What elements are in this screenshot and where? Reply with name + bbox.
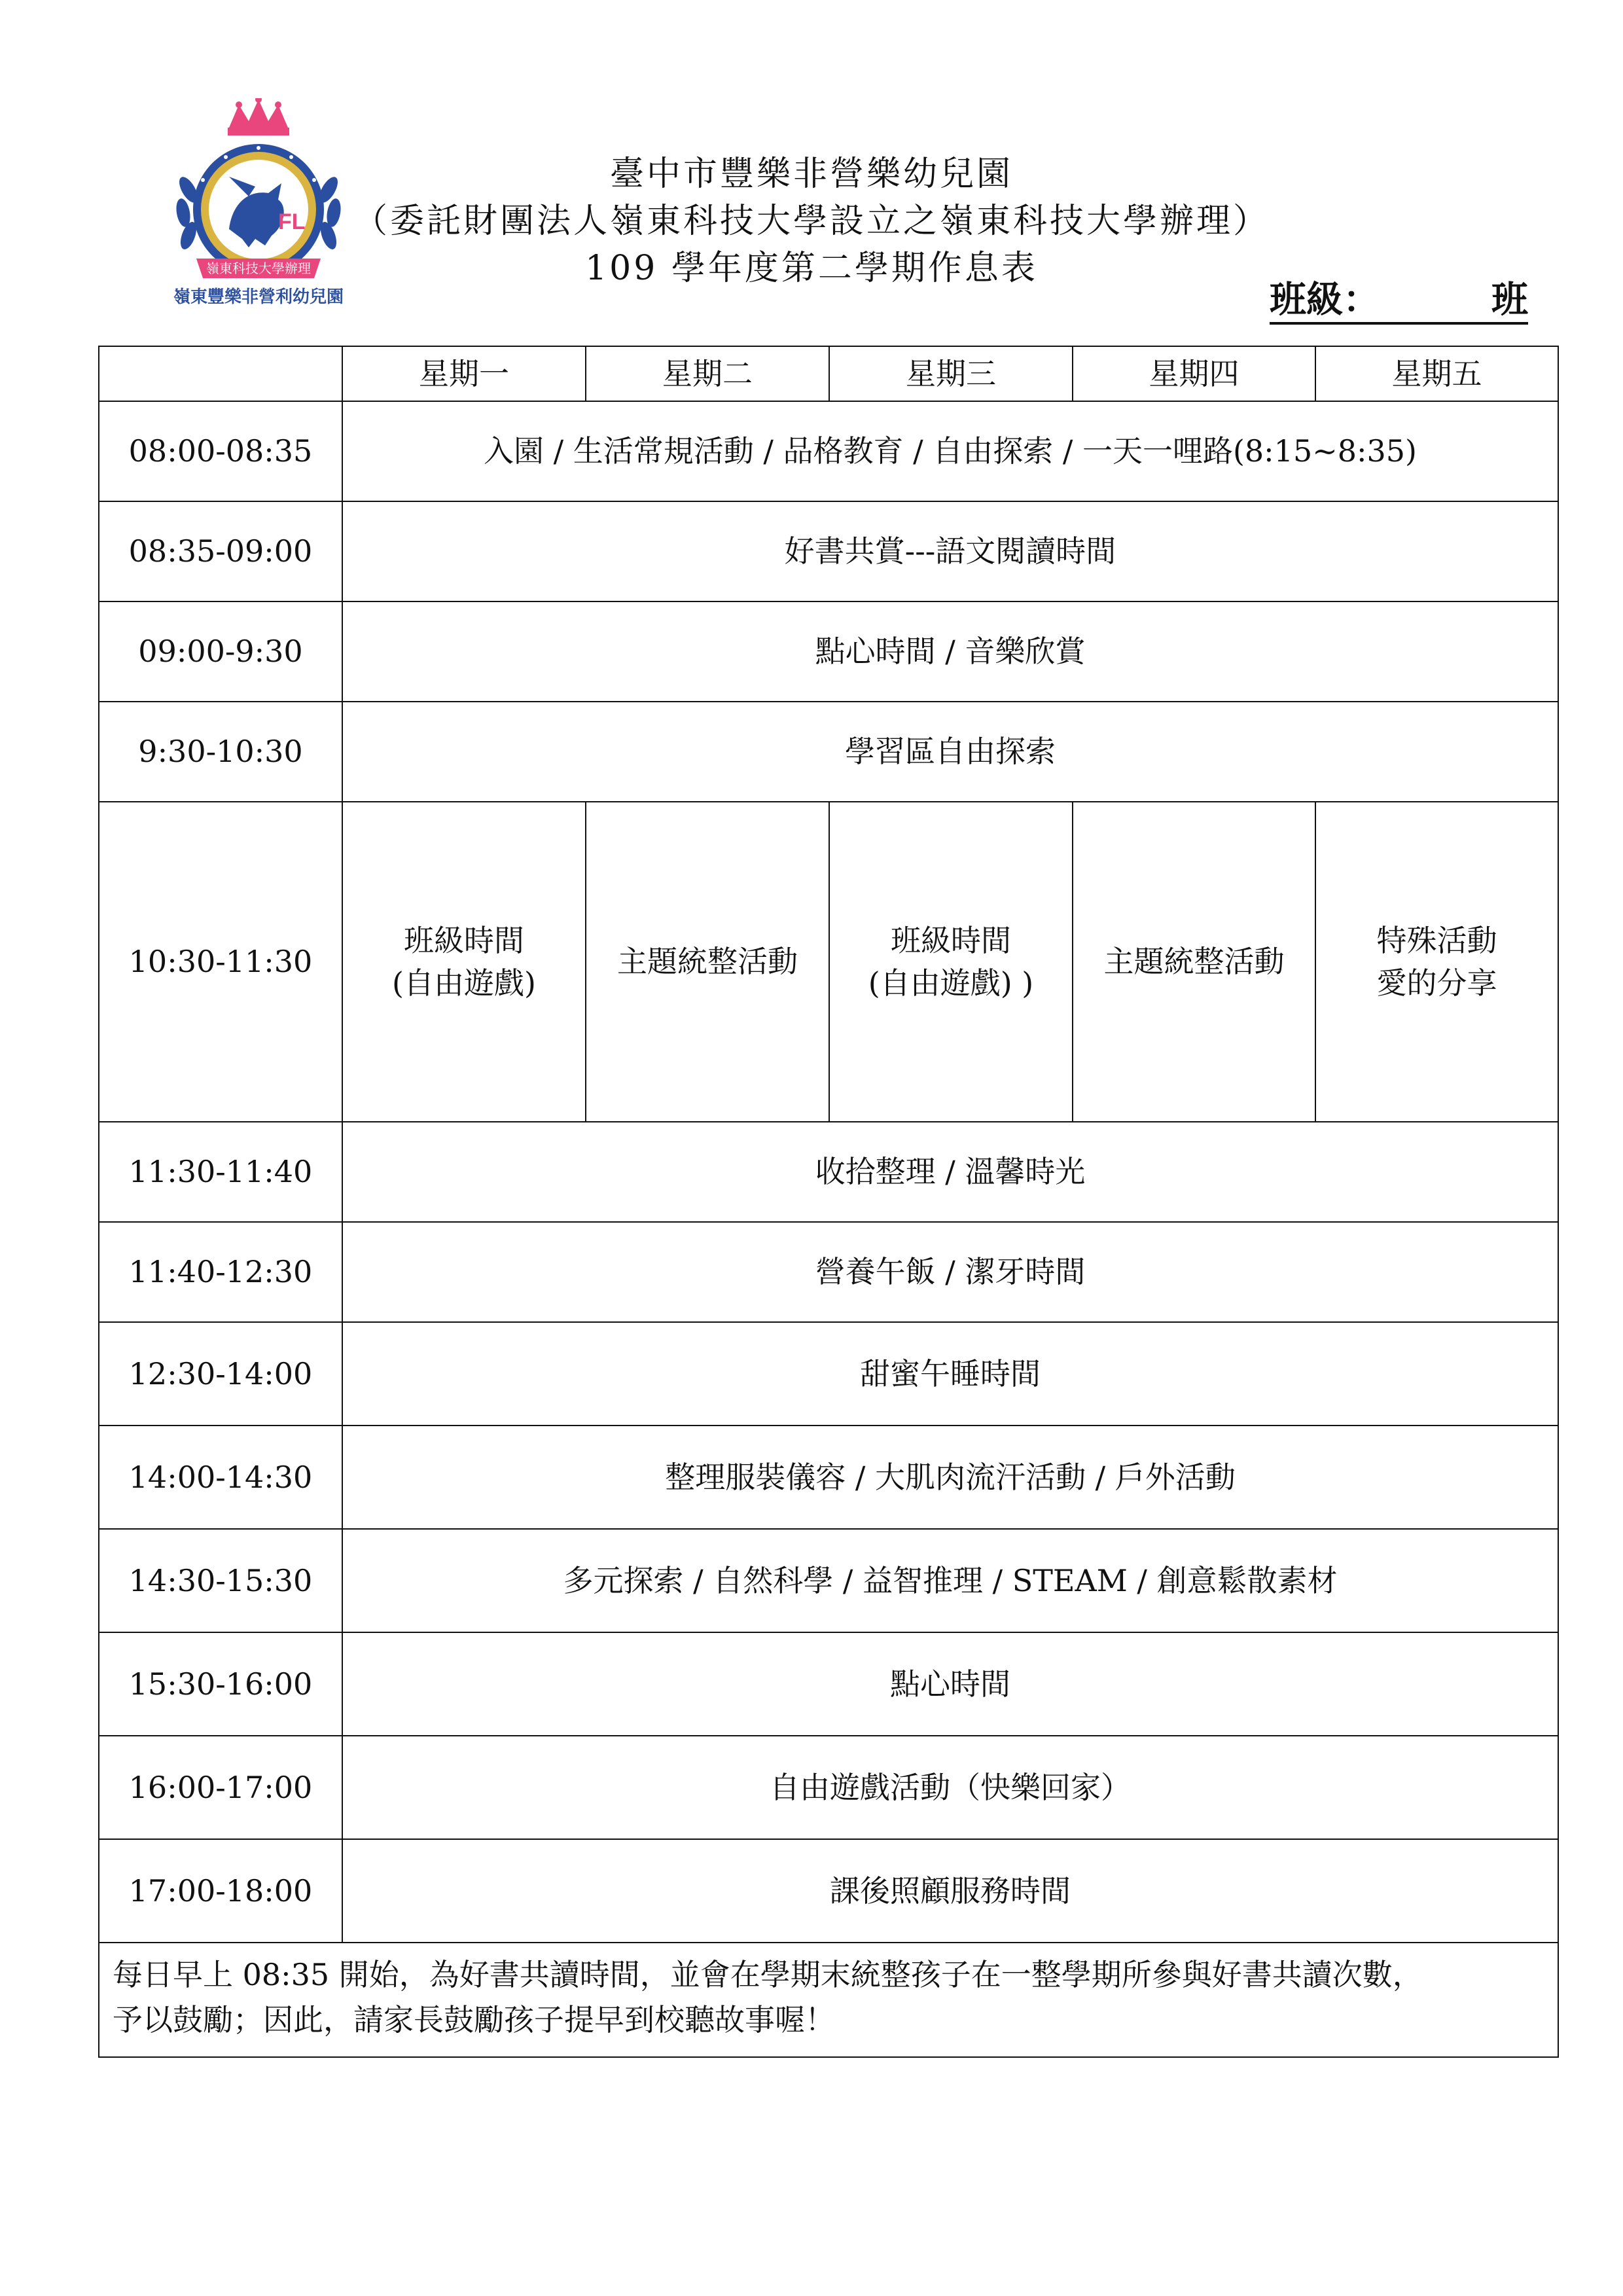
- day-header-thu: 星期四: [1073, 346, 1315, 401]
- header-row: [99, 346, 1558, 401]
- activity-cell-fri: [1315, 802, 1558, 1122]
- time-cell: 08:35-09:00: [99, 501, 342, 601]
- schedule-title: 109 學年度第二學期作息表: [585, 249, 1038, 288]
- class-field: [1270, 278, 1528, 325]
- day-header-tue: 星期二: [586, 346, 829, 401]
- table-row: [99, 1839, 1558, 1943]
- activity-cell: 營養午飯 / 潔牙時間: [342, 1222, 1558, 1322]
- table-row: [99, 601, 1558, 702]
- time-cell: 14:30-15:30: [99, 1529, 342, 1632]
- activity-cell: 多元探索 / 自然科學 / 益智推理 / STEAM / 創意鬆散素材: [342, 1529, 1558, 1632]
- school-name: 臺中市豐樂非營樂幼兒園: [609, 154, 1013, 194]
- activity-cell: 整理服裝儀容 / 大肌肉流汗活動 / 戶外活動: [342, 1426, 1558, 1529]
- table-row: [99, 1322, 1558, 1426]
- time-cell: 11:40-12:30: [99, 1222, 342, 1322]
- schedule-table: [98, 346, 1559, 2058]
- activity-cell-tue: 主題統整活動: [586, 802, 829, 1122]
- activity-cell: 自由遊戲活動（快樂回家）: [342, 1736, 1558, 1839]
- activity-cell-thu: 主題統整活動: [1073, 802, 1315, 1122]
- activity-cell: 好書共賞---語文閱讀時間: [342, 501, 1558, 601]
- svg-text:FL: FL: [278, 209, 306, 234]
- activity-line: 特殊活動: [1376, 923, 1497, 959]
- table-row: [99, 1736, 1558, 1839]
- activity-cell-mon: [342, 802, 586, 1122]
- footer-line: 每日早上 08:35 開始，為好書共讀時間，並會在學期末統整孩子在一整學期所參與好書共讀次數，: [113, 1957, 1423, 1992]
- activity-cell: 入園 / 生活常規活動 / 品格教育 / 自由探索 / 一天一哩路(8:15~8:35): [342, 401, 1558, 501]
- table-row-split: [99, 802, 1558, 1122]
- activity-line: 班級時間: [404, 923, 524, 959]
- svg-text:嶺東科技大學辦理: 嶺東科技大學辦理: [206, 260, 311, 276]
- day-header-fri: 星期五: [1315, 346, 1558, 401]
- time-cell: 16:00-17:00: [99, 1736, 342, 1839]
- footer-line: 予以鼓勵；因此，請家長鼓勵孩子提早到校聽故事喔！: [113, 2002, 835, 2037]
- crown-icon: [228, 98, 289, 135]
- activity-cell: 課後照顧服務時間: [342, 1839, 1558, 1943]
- footer-note: [99, 1943, 1558, 2057]
- time-cell: 11:30-11:40: [99, 1122, 342, 1222]
- table-row: [99, 1222, 1558, 1322]
- table-row: [99, 1529, 1558, 1632]
- time-cell: 9:30-10:30: [99, 702, 342, 802]
- table-row: [99, 702, 1558, 802]
- time-cell: 08:00-08:35: [99, 401, 342, 501]
- time-cell: 15:30-16:00: [99, 1632, 342, 1736]
- time-cell: 10:30-11:30: [99, 802, 342, 1122]
- class-label: 班級：: [1270, 278, 1380, 321]
- table-row: [99, 1426, 1558, 1529]
- class-suffix: 班: [1491, 278, 1528, 321]
- activity-line: (自由遊戲) ): [868, 965, 1034, 1001]
- activity-line: (自由遊戲): [392, 965, 536, 1001]
- activity-line: 班級時間: [891, 923, 1011, 959]
- activity-cell: 甜蜜午睡時間: [342, 1322, 1558, 1426]
- time-cell: 17:00-18:00: [99, 1839, 342, 1943]
- activity-cell: 點心時間: [342, 1632, 1558, 1736]
- table-row: [99, 1122, 1558, 1222]
- table-row: [99, 1632, 1558, 1736]
- activity-cell: 收拾整理 / 溫馨時光: [342, 1122, 1558, 1222]
- footer-row: [99, 1943, 1558, 2057]
- time-cell: 12:30-14:00: [99, 1322, 342, 1426]
- activity-cell: 點心時間 / 音樂欣賞: [342, 601, 1558, 702]
- day-header-mon: 星期一: [342, 346, 586, 401]
- table-row: [99, 401, 1558, 501]
- day-header-wed: 星期三: [829, 346, 1073, 401]
- svg-text:嶺東豐樂非營利幼兒園: 嶺東豐樂非營利幼兒園: [173, 287, 344, 307]
- activity-cell-wed: [829, 802, 1073, 1122]
- activity-line: 愛的分享: [1376, 965, 1497, 1001]
- table-row: [99, 501, 1558, 601]
- time-cell: 14:00-14:30: [99, 1426, 342, 1529]
- time-cell: 09:00-9:30: [99, 601, 342, 702]
- corner-cell: [99, 346, 342, 401]
- school-subtitle: （委託財團法人嶺東科技大學設立之嶺東科技大學辦理）: [353, 202, 1270, 241]
- activity-cell: 學習區自由探索: [342, 702, 1558, 802]
